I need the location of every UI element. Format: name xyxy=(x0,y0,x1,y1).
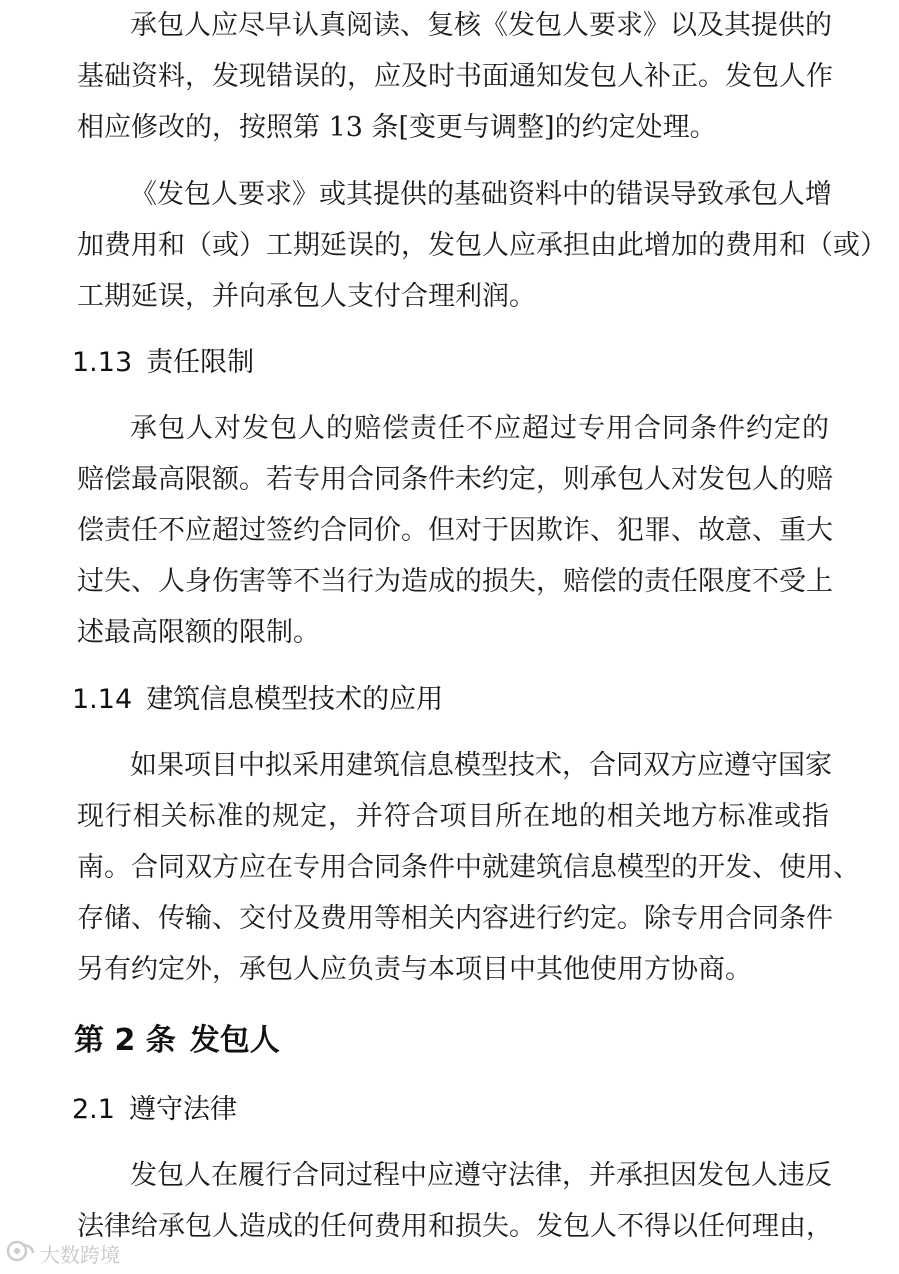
watermark-text: 大数跨境 xyxy=(40,1242,120,1267)
section-title: 遵守法律 xyxy=(128,1094,237,1125)
text-line: 另有约定外，承包人应负责与本项目中其他使用方协商。 xyxy=(77,954,752,985)
logo-icon xyxy=(6,1238,40,1269)
text-line: 工期延误，并向承包人支付合理利润。 xyxy=(77,281,536,312)
section-number: 1.13 xyxy=(72,347,133,378)
text-line: 过失、人身伤害等不当行为造成的损失，赔偿的责任限度不受上 xyxy=(77,566,833,597)
text-line: 加费用和（或）工期延误的，发包人应承担由此增加的费用和（或） xyxy=(77,230,887,261)
watermark xyxy=(6,1237,120,1269)
section-heading-1-13 xyxy=(72,343,254,383)
section-heading-2-1 xyxy=(72,1090,237,1130)
section-number: 2.1 xyxy=(72,1094,115,1125)
text-line: 赔偿最高限额。若专用合同条件未约定，则承包人对发包人的赔 xyxy=(77,464,833,495)
text-line: 相应修改的，按照第 13 条[变更与调整]的约定处理。 xyxy=(77,112,717,143)
text-line: 发包人在履行合同过程中应遵守法律，并承担因发包人违反 xyxy=(130,1160,832,1191)
text-line: 《发包人要求》或其提供的基础资料中的错误导致承包人增 xyxy=(130,179,832,210)
article-title: 发包人 xyxy=(189,1023,280,1058)
text-line: 如果项目中拟采用建筑信息模型技术，合同双方应遵守国家 xyxy=(130,750,832,781)
article-heading-2 xyxy=(74,1021,280,1061)
section-title: 责任限制 xyxy=(146,347,255,378)
text-line: 基础资料，发现错误的，应及时书面通知发包人补正。发包人作 xyxy=(77,61,833,92)
text-line: 存储、传输、交付及费用等相关内容进行约定。除专用合同条件 xyxy=(77,903,833,934)
section-title: 建筑信息模型技术的应用 xyxy=(146,684,444,715)
text-line: 承包人应尽早认真阅读、复核《发包人要求》以及其提供的 xyxy=(130,10,832,41)
article-number: 第 2 条 xyxy=(74,1023,176,1058)
section-number: 1.14 xyxy=(72,684,133,715)
section-heading-1-14 xyxy=(72,680,443,720)
text-line: 偿责任不应超过签约合同价。但对于因欺诈、犯罪、故意、重大 xyxy=(77,515,833,546)
text-line: 南。合同双方应在专用合同条件中就建筑信息模型的开发、使用、 xyxy=(77,852,860,883)
text-line: 述最高限额的限制。 xyxy=(77,617,320,648)
text-line: 现行相关标准的规定，并符合项目所在地的相关地方标准或指 xyxy=(77,801,829,832)
text-line: 承包人对发包人的赔偿责任不应超过专用合同条件约定的 xyxy=(130,413,829,444)
text-line: 法律给承包人造成的任何费用和损失。发包人不得以任何理由， xyxy=(77,1211,833,1242)
